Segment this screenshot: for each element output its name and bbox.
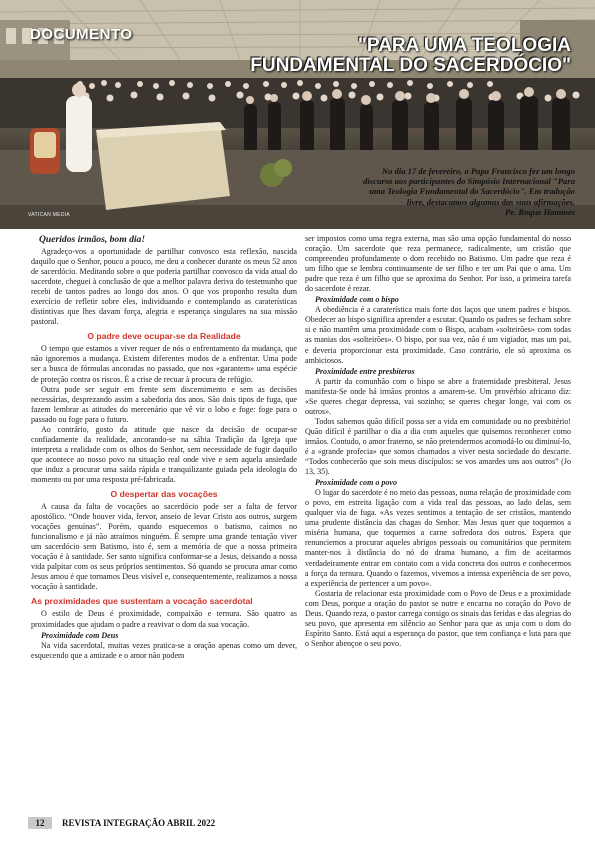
paragraph: Ao contrário, gosto da atitude que nasce da decisão de ocupar-se confiadamente da realidade, ancorando-se na sábia Tradição da Igreja que interpreta a realidade com os olhos do Senhor, sem necessidade de fugir daquilo que acontece ao nosso povo na situação real onde vive e sem aquela ansiedade que induz a procurar uma saída rápida e tranquilizante guiada pela ideologia do momento ou por uma resposta pré-fabricada.: [31, 424, 297, 484]
subheading: O padre deve ocupar-se da Realidade: [87, 331, 241, 342]
paragraph: Outra pode ser seguir em frente sem discernimento e sem as decisões necessárias, desprezando assim a sabedoria dos anos. São dois tipos de fuga, que fazem lembrar as atitudes do mercenário que vê vir o lobo e foge: foge para o passado ou foge para o futuro.: [31, 384, 297, 424]
paragraph: A partir da comunhão com o bispo se abre a fraternidade presbiteral. Jesus manifesta-Se onde há irmãos prontos a amarem-se. Um provérbio africano diz: «Se queres chegar depressa, vai sozinho; se queres chegar longe, vai com os outros».: [305, 376, 571, 416]
subheading: O despertar das vocações: [110, 489, 218, 500]
intro-line: livre, destacamos algumas das suas afirmações.: [406, 196, 575, 207]
article-title: [250, 36, 571, 76]
italic-subheading: Proximidade com Deus: [41, 630, 119, 640]
paragraph: Agradeço-vos a oportunidade de partilhar convosco esta reflexão, nascida daquilo que o Senhor, pouco a pouco, me deu a conhecer durante os meus 52 anos de sacerdócio. Meditando sobre o que poderia partilhar convosco da vida atual do sacerdote, cheguei à conclusão de que a melhor palavra deriva do testemunho que recebi de tantos padres ao longo dos anos. O que vos proponho resulta dum exercício de refletir sobre eles, individuando e contemplando as caraterísticas distintivas que lhes davam força, alegria e esperança singulares na sua missão pastoral.: [31, 247, 297, 327]
paragraph: O lugar do sacerdote é no meio das pessoas, numa relação de proximidade com o povo, em estreita ligação com a vida real das pessoas, ao lado delas, sem qualquer via de fuga. «As vezes sentimos a tentação de ser cristãos, mantendo uma prudente distância das chagas do Senhor. Mas Jesus quer que toquemos a miséria humana, que toquemos a carne sofredora dos outros. Espera que renunciemos a procurar aqueles abrigos pessoais ou comunitários que permitem manter-nos à distância do nó do drama humano, a fim de aceitarmos verdadeiramente entrar em contato com a vida concreta dos outros e conhecermos a força da ternura. Quando o fazemos, vivemos a intensa experiência de ser povo, a experiência de pertencer a um povo».: [305, 488, 571, 588]
magazine-name: REVISTA INTEGRAÇÃO ABRIL 2022: [62, 818, 216, 828]
left-column: [31, 234, 297, 661]
greeting: Queridos irmãos, bom dia!: [39, 234, 146, 245]
paragraph: A causa da falta de vocações ao sacerdócio pode ser a falta de fervor apostólico. “Onde houver vida, fervor, anseio de levar Cristo aos outros, surgem vocações genuínas”. Porém, quando esquecemos o batismo, caímos no funcionalismo e já não atraímos ninguém. É sempre uma grande tentação viver um sacerdócio sem Batismo, isto é, sem a memória de que a nossa primeira vocação é à santidade. Ser santo significa conformar-se a Jesus, deixando a nossa vida palpitar com os seus próprios sentimentos. Só quando se procura amar como Jesus amou é que tornamos Deus visível e, consequentemente, realizamos a nossa vocação à santidade.: [31, 502, 297, 592]
paragraph: Gostaria de relacionar esta proximidade com o Povo de Deus e a proximidade com Deus, porque a oração do pastor se nutre e encarna no coração do Povo de Deus. Quando reza, o pastor carrega consigo os sinais das feridas e das alegrias do seu povo, que apresenta em silêncio ao Senhor para que as unja com o dom do Espírito Santo. Está aqui a esperança do pastor, que tem confiança e luta para que o Senhor abençoe o seu povo.: [305, 588, 571, 648]
paragraph: ser impostos como uma regra externa, mas são uma opção fundamental do nosso coração. Um sacerdote que reza permanece, radicalmente, um cristão que compreendeu profundamente o dom recebido no Batismo. Um padre que reza é um filho que se lembra continuamente de ser filho e ter um Pai que o ama. Um padre que reza é um filho que se aproxima do Senhor. Por isso, a primeira tarefa do sacerdote é rezar.: [305, 234, 571, 294]
page-footer: [28, 815, 573, 833]
page-number: 12: [28, 817, 52, 829]
header-photo: [0, 0, 595, 229]
paragraph: O estilo de Deus é proximidade, compaixão e ternura. São quatro as proximidades que ajudam o padre a reavivar o dom da sua vocação.: [31, 609, 297, 629]
intro-line: uma Teologia Fundamental do Sacerdócio". Em tradução: [369, 186, 575, 197]
paragraph: Na vida sacerdotal, muitas vezes pratica-se a oração apenas como um dever, esquecendo que a amizade e o amor não podem: [31, 640, 297, 660]
section-label: DOCUMENTO: [30, 26, 133, 43]
intro-line: discurso aos participantes do Simpósio Internacional "Para: [362, 176, 575, 187]
paragraph: O tempo que estamos a viver requer de nós o enfrentamento da mudança, que não ignoremos a mudança. Existem diferentes modos de a enfrentar. Uma pode ser a busca de fórmulas ancoradas no passado, que nos «garantem» uma espécie de proteção contra os riscos. É a crise de recuar à procura de refúgio.: [31, 344, 297, 384]
subheading: As proximidades que sustentam a vocação sacerdotal: [31, 596, 253, 607]
paragraph: A obediência é a caraterística mais forte dos laços que unem padres e bispos. Obedecer ao bispo significa aprender a escutar. Quando os padres se fecham sobre si e não mantêm uma proximidade com o Bispo, acabam «solteirões» com todas as manias dos «solteirões». O bispo, por sua vez, não é um vigiador, mas um pai, e deveria proporcionar esta proximidade. Caso contrário, ele só aproxima os ambiciosos.: [305, 305, 571, 365]
article-title-line-1: "PARA UMA TEOLOGIA: [357, 35, 571, 56]
paragraph: Todos sabemos quão difícil possa ser a vida em comunidade ou no presbitério! Quão difícil é partilhar o dia a dia com aqueles que quisemos reconhecer como irmãos. Contudo, o amor fraterno, se não pretendermos acomodá-lo ou diminuí-lo, é a «grande profecia» que somos chamados a viver nesta sociedade do descarte. “Todos conhecerão que sois meus discípulos: se vos amardes uns aos outros” (Jo 13, 35).: [305, 416, 571, 477]
right-column: [305, 234, 571, 649]
photo-credit: VATICAN MEDIA: [28, 212, 71, 218]
article-title-line-2: FUNDAMENTAL DO SACERDÓCIO": [250, 55, 571, 76]
italic-subheading: Proximidade com o povo: [315, 478, 398, 488]
intro-line: No dia 17 de fevereiro, o Papa Francisco fez um longo: [381, 166, 575, 176]
intro-caption: [343, 166, 575, 217]
intro-author: Pe. Roque Hammes: [505, 206, 575, 217]
italic-subheading: Proximidade com o bispo: [315, 295, 399, 305]
italic-subheading: Proximidade entre presbíteros: [315, 366, 415, 376]
